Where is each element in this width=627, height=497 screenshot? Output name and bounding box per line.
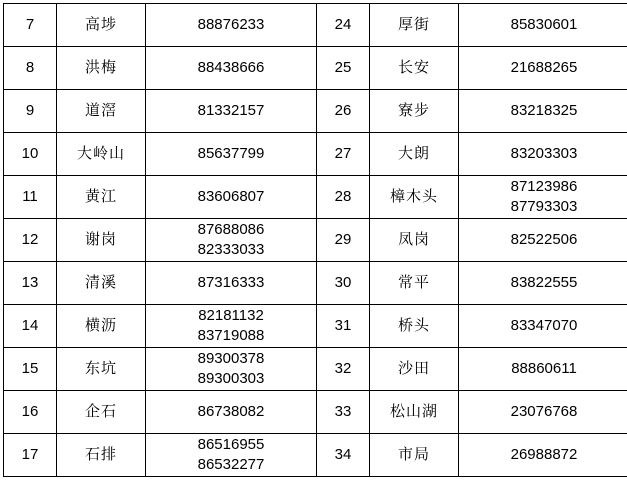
phone-number: 26988872 [459,446,627,465]
row-index-left: 16 [4,391,57,434]
row-index-left: 11 [4,176,57,219]
row-index-right: 33 [317,391,370,434]
unit-name-left: 高埗 [57,4,146,47]
phone-number: 88860611 [459,360,627,379]
row-index-left: 14 [4,305,57,348]
phone-cell-left [146,262,317,305]
phone-number: 82181132 [146,306,316,326]
unit-name-left: 大岭山 [57,133,146,176]
phone-cell-left [146,348,317,391]
table-row [4,434,627,477]
phone-number: 89300303 [146,369,316,389]
phone-number: 83606807 [146,188,316,207]
phone-number: 86516955 [146,435,316,455]
phone-cell-left [146,305,317,348]
row-index-right: 29 [317,219,370,262]
phone-cell-right [459,391,627,434]
unit-name-right: 寮步 [370,90,459,133]
phone-number: 88876233 [146,16,316,35]
phone-number: 83719088 [146,326,316,346]
phone-number: 82522506 [459,231,627,250]
phone-cell-left [146,4,317,47]
row-index-right: 28 [317,176,370,219]
row-index-right: 25 [317,47,370,90]
table-row [4,176,627,219]
phone-number: 87688086 [146,220,316,240]
row-index-right: 26 [317,90,370,133]
unit-name-left: 黄江 [57,176,146,219]
phone-cell-right [459,4,627,47]
phone-number: 86532277 [146,455,316,475]
table-row [4,305,627,348]
table-row [4,90,627,133]
row-index-left: 12 [4,219,57,262]
row-index-left: 9 [4,90,57,133]
table-row [4,262,627,305]
unit-name-left: 企石 [57,391,146,434]
phone-cell-left [146,47,317,90]
phone-number: 83822555 [459,274,627,293]
unit-name-left: 洪梅 [57,47,146,90]
unit-name-right: 大朗 [370,133,459,176]
unit-name-left: 石排 [57,434,146,477]
phone-cell-right [459,133,627,176]
phone-cell-left [146,434,317,477]
table-body [4,4,627,477]
row-index-right: 31 [317,305,370,348]
unit-name-left: 横沥 [57,305,146,348]
phone-directory-table [3,3,627,477]
phone-number: 23076768 [459,403,627,422]
unit-name-right: 凤岗 [370,219,459,262]
phone-number: 85637799 [146,145,316,164]
unit-name-left: 道滘 [57,90,146,133]
row-index-left: 13 [4,262,57,305]
phone-cell-right [459,90,627,133]
phone-cell-right [459,219,627,262]
phone-cell-right [459,348,627,391]
row-index-right: 34 [317,434,370,477]
phone-cell-left [146,391,317,434]
table-row [4,348,627,391]
phone-number: 87123986 [459,177,627,197]
phone-cell-right [459,305,627,348]
phone-number: 86738082 [146,403,316,422]
table-row [4,391,627,434]
phone-number: 87316333 [146,274,316,293]
phone-number: 88438666 [146,59,316,78]
unit-name-right: 沙田 [370,348,459,391]
table-row [4,47,627,90]
phone-cell-right [459,434,627,477]
phone-cell-left [146,176,317,219]
row-index-right: 27 [317,133,370,176]
unit-name-right: 厚街 [370,4,459,47]
phone-number: 82333033 [146,240,316,260]
table-row [4,219,627,262]
table-row [4,133,627,176]
row-index-left: 10 [4,133,57,176]
phone-cell-left [146,133,317,176]
phone-number: 21688265 [459,59,627,78]
row-index-left: 15 [4,348,57,391]
unit-name-right: 市局 [370,434,459,477]
phone-cell-right [459,262,627,305]
phone-cell-right [459,176,627,219]
phone-number: 83203303 [459,145,627,164]
unit-name-right: 松山湖 [370,391,459,434]
row-index-left: 7 [4,4,57,47]
unit-name-right: 桥头 [370,305,459,348]
row-index-left: 8 [4,47,57,90]
phone-cell-left [146,219,317,262]
unit-name-right: 长安 [370,47,459,90]
unit-name-left: 谢岗 [57,219,146,262]
unit-name-left: 清溪 [57,262,146,305]
row-index-right: 30 [317,262,370,305]
phone-number: 87793303 [459,197,627,217]
table-row [4,4,627,47]
phone-number: 81332157 [146,102,316,121]
row-index-left: 17 [4,434,57,477]
row-index-right: 24 [317,4,370,47]
phone-number: 83347070 [459,317,627,336]
phone-number: 85830601 [459,16,627,35]
phone-number: 89300378 [146,349,316,369]
phone-number: 83218325 [459,102,627,121]
unit-name-right: 常平 [370,262,459,305]
unit-name-right: 樟木头 [370,176,459,219]
row-index-right: 32 [317,348,370,391]
phone-cell-right [459,47,627,90]
unit-name-left: 东坑 [57,348,146,391]
phone-cell-left [146,90,317,133]
